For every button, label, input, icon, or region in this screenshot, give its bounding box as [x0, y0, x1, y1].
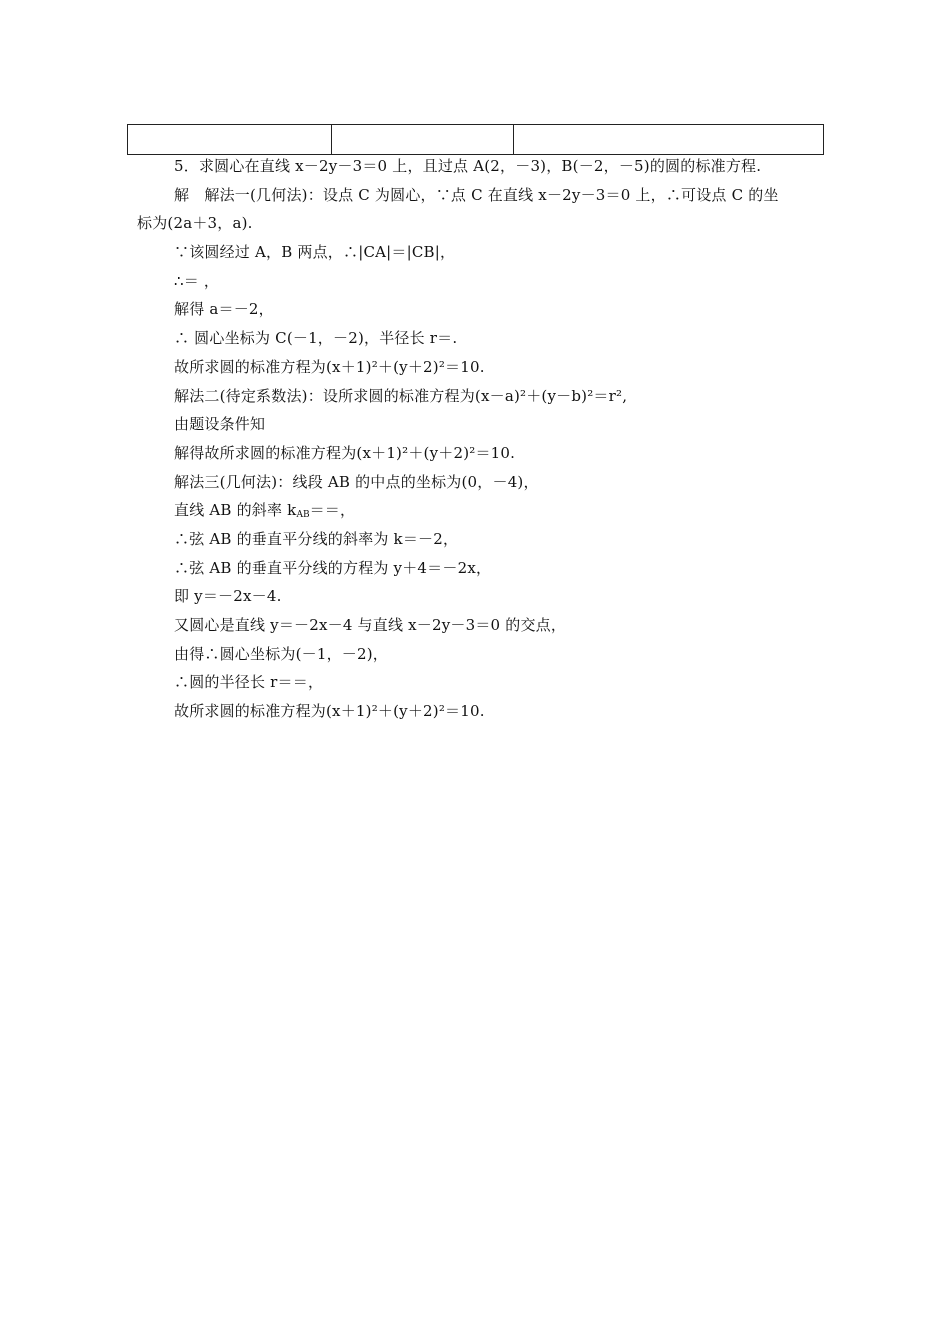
method3-line: ∴弦 AB 的垂直平分线的方程为 y＋4＝－2x，	[174, 558, 492, 577]
method1-line: ∴ 圆心坐标为 C(－1，－2)，半径长 r＝.	[174, 329, 458, 348]
method1-line: ∴＝ ，	[174, 271, 220, 290]
slope-text: 直线 AB 的斜率 k	[174, 501, 297, 520]
method3-line: 由得∴圆心坐标为(－1，－2)，	[174, 644, 388, 663]
method1-line: 解 解法一(几何法)：设点 C 为圆心，∵点 C 在直线 x－2y－3＝0 上，∴可设点 C 的坐	[174, 185, 779, 204]
method3-line: ∴圆的半径长 r＝＝，	[174, 673, 324, 692]
problem-statement: 5．求圆心在直线 x－2y－3＝0 上，且过点 A(2，－3)，B(－2，－5)的圆的标准方程.	[174, 157, 762, 175]
method3-conclusion: 故所求圆的标准方程为(x＋1)²＋(y＋2)²＝10.	[174, 702, 485, 721]
method1-line: 解得 a＝－2，	[174, 300, 274, 319]
method2-line: 解法二(待定系数法)：设所求圆的标准方程为(x－a)²＋(y－b)²＝r²,	[174, 386, 628, 405]
method3-line: 即 y＝－2x－4.	[174, 587, 282, 606]
method1-line: ∵该圆经过 A，B 两点，∴|CA|＝|CB|，	[174, 243, 456, 262]
table-cell	[332, 125, 514, 155]
slope-text-end: ＝＝，	[309, 501, 356, 520]
table-cell	[514, 125, 824, 155]
table-row	[128, 125, 824, 155]
slope-subscript: AB	[296, 510, 310, 521]
table-cell	[128, 125, 332, 155]
method1-line: 标为(2a＋3，a).	[137, 214, 253, 233]
method3-line: 解法三(几何法)：线段 AB 的中点的坐标为(0，－4)，	[174, 472, 539, 491]
method2-line: 由题设条件知	[174, 415, 266, 434]
method3-slope-line	[137, 496, 827, 525]
empty-table-row	[127, 124, 824, 155]
method1-conclusion: 故所求圆的标准方程为(x＋1)²＋(y＋2)²＝10.	[174, 357, 485, 376]
solution-text	[137, 152, 827, 726]
method3-line: ∴弦 AB 的垂直平分线的斜率为 k＝－2，	[174, 529, 459, 548]
method2-conclusion: 解得故所求圆的标准方程为(x＋1)²＋(y＋2)²＝10.	[174, 443, 516, 462]
method3-line: 又圆心是直线 y＝－2x－4 与直线 x－2y－3＝0 的交点，	[174, 616, 567, 634]
